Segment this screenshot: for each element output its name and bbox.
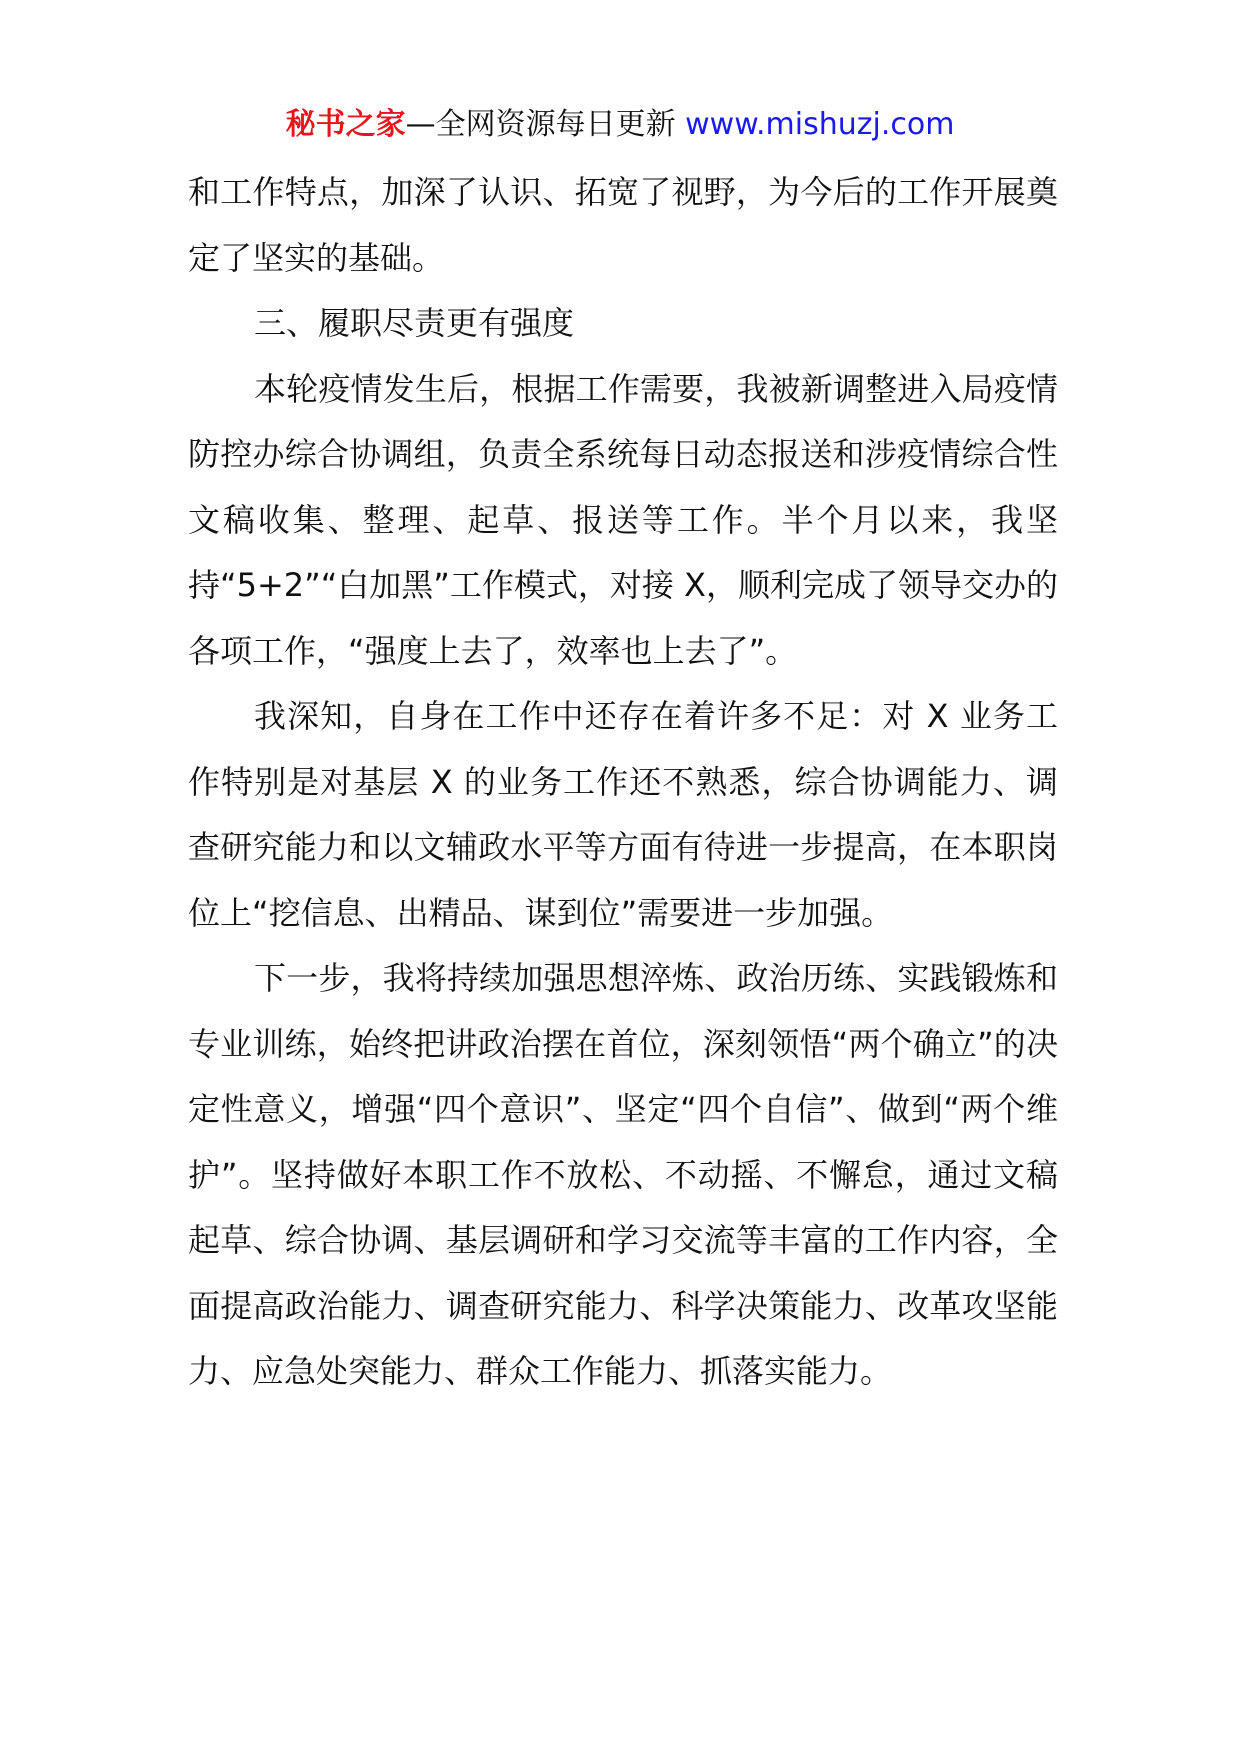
header-tagline: —全网资源每日更新 — [405, 107, 676, 142]
paragraph: 本轮疫情发生后，根据工作需要，我被新调整进入局疫情防控办综合协调组，负责全系统每日动态报送和涉疫情综合性文稿收集、整理、起草、报送等工作。半个月以来，我坚持“5+2”“白加黑”工作模式，对接 X，顺利完成了领导交办的各项工作，“强度上去了，效率也上去了”。 — [188, 369, 1058, 670]
page-header — [0, 103, 1240, 147]
header-brand: 秘书之家 — [285, 107, 406, 142]
paragraph-continuation: 和工作特点，加深了认识、拓宽了视野，为今后的工作开展奠定了坚实的基础。 — [188, 173, 1058, 277]
paragraph: 我深知，自身在工作中还存在着许多不足：对 X 业务工作特别是对基层 X 的业务工作还不熟悉，综合协调能力、调查研究能力和以文辅政水平等方面有待进一步提高，在本职岗位上“挖信息、出精品、谋到位”需要进一步加强。 — [188, 697, 1058, 932]
document-body — [188, 160, 1058, 1405]
section-heading: 三、履职尽责更有强度 — [254, 304, 575, 342]
header-url-link[interactable]: www.mishuzj.com — [685, 107, 955, 142]
paragraph: 下一步，我将持续加强思想淬炼、政治历练、实践锻炼和专业训练，始终把讲政治摆在首位，深刻领悟“两个确立”的决定性意义，增强“四个意识”、坚定“四个自信”、做到“两个维护”。坚持做好本职工作不放松、不动摇、不懈怠，通过文稿起草、综合协调、基层调研和学习交流等丰富的工作内容，全面提高政治能力、调查研究能力、科学决策能力、改革攻坚能力、应急处突能力、群众工作能力、抓落实能力。 — [188, 959, 1058, 1390]
